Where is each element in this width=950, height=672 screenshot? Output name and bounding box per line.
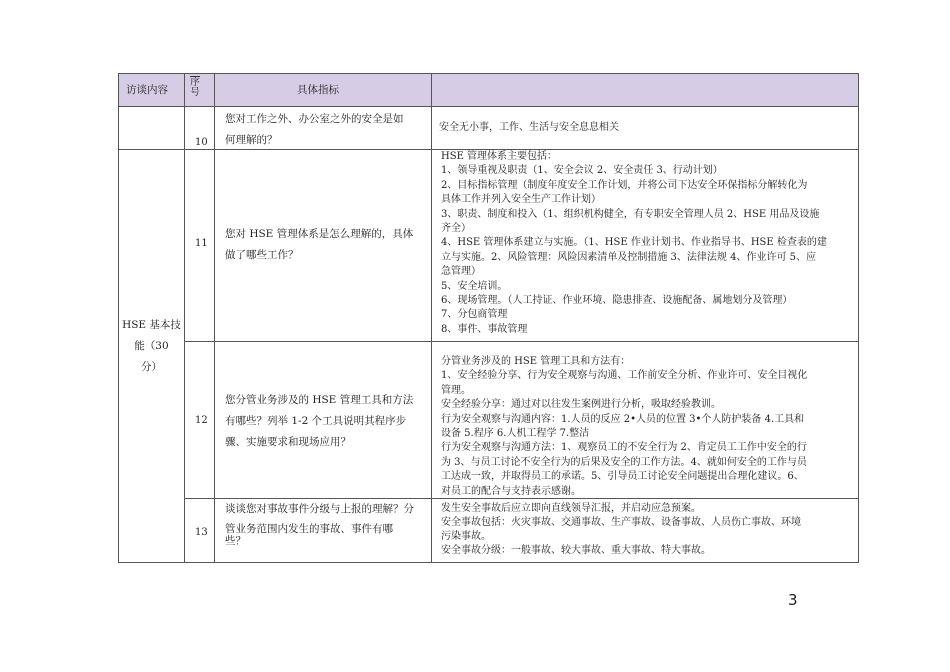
- answer-line: 急管理）: [441, 266, 481, 278]
- question-line: 管业务范围内发生的事故、事件有哪: [225, 522, 393, 535]
- answer: [439, 121, 854, 135]
- answer-line: 安全经验分享：通过对以往发生案例进行分析，吸取经验教训。: [441, 399, 721, 411]
- header-indicator: 具体指标: [297, 84, 339, 96]
- question-line: 有哪些？列举 1-2 个工具说明其程序步: [225, 415, 407, 427]
- answer-line: HSE 管理体系主要包括：: [441, 151, 558, 162]
- row-divider-11: [184, 341, 858, 342]
- answer-line: 管理。: [441, 384, 471, 396]
- question-line: 谈谈您对事故事件分级与上报的理解？分: [225, 503, 414, 515]
- interview-table: [118, 73, 859, 563]
- answer-line: 1、安全经验分享、行为安全观察与沟通、工作前安全分析、作业许可、安全目视化: [441, 370, 808, 382]
- answer: [441, 502, 856, 558]
- question-line: 何理解的？: [225, 134, 278, 146]
- question-line: 做了哪些工作？: [225, 249, 299, 261]
- question: [225, 109, 404, 151]
- answer-line: 2、目标指标管理（制度年度安全工作计划，并将公司下达安全环保指标分解转化为: [441, 179, 808, 191]
- col-divider-3: [431, 74, 432, 562]
- question: [225, 502, 414, 547]
- seq-number: 10: [195, 137, 208, 148]
- answer-line: 8、事件、事故管理: [441, 323, 528, 335]
- answer-line: 7、分包商管理: [441, 309, 508, 321]
- header-seq: 序号: [190, 77, 200, 98]
- answer-line: 4、HSE 管理体系建立与实施。（1、HSE 作业计划书、作业指导书、HSE 检查表的建: [441, 237, 827, 249]
- category-line: 能（30: [134, 340, 169, 352]
- page-number: 3: [788, 591, 798, 609]
- answer-line: 污染事故。: [441, 531, 491, 542]
- question-line: 骤、实施要求和现场应用？: [225, 436, 351, 448]
- col-divider-2: [214, 74, 215, 562]
- answer-line: 安全事故包括：火灾事故、交通事故、生产事故、设备事故、人员伤亡事故、环境: [441, 517, 801, 528]
- seq-number: 12: [195, 415, 208, 426]
- col-divider-1: [184, 74, 185, 562]
- answer-line: 发生安全事故后应立即向直线领导汇报，并启动应急预案。: [441, 503, 701, 514]
- answer: [441, 355, 856, 499]
- answer-line: 3、职责、制度和投入（1、组织机构健全，有专职安全管理人员 2、HSE 用品及设施: [441, 208, 820, 220]
- answer-line: 设备 5.程序 6.人机工程学 7.整洁: [441, 428, 590, 440]
- answer-line: 对员工的配合与支持表示感谢。: [441, 485, 581, 497]
- question-line: 您对 HSE 管理体系是怎么理解的，具体: [225, 228, 414, 240]
- question: [225, 390, 413, 453]
- answer-line: 齐全）: [441, 223, 471, 235]
- category-line: 分）: [141, 361, 162, 373]
- answer: [441, 150, 856, 340]
- answer-line: 6、现场管理。（人工持证、作业环境、隐患排查、设施配备、属地划分及管理）: [441, 295, 793, 307]
- answer-line: 具体工作并列入安全生产工作计划）: [441, 194, 601, 206]
- seq-number: 13: [195, 527, 208, 538]
- question: [225, 224, 413, 266]
- answer-line: 行为安全观察与沟通方法：1、观察员工的不安全行为 2、肯定员工工作中安全的行: [441, 442, 807, 454]
- answer-line: 5、安全培训。: [441, 280, 508, 292]
- category-cell: [119, 315, 184, 378]
- question-line: 些？: [225, 535, 246, 547]
- answer-line: 安全无小事，工作、生活与安全息息相关: [439, 122, 619, 133]
- answer-line: 行为安全观察与沟通内容：1.人员的反应 2•人员的位置 3•个人防护装备 4.工具和: [441, 413, 805, 425]
- answer-line: 工达成一致，并取得员工的承诺。5、引导员工讨论安全问题提出合理化建议。6、: [441, 471, 804, 483]
- header-topic: 访谈内容: [126, 84, 168, 96]
- category-line: HSE 基本技: [122, 319, 181, 331]
- table-header: [119, 74, 858, 107]
- question-line: 您分管业务涉及的 HSE 管理工具和方法: [225, 394, 414, 406]
- answer-line: 立与实施。2、风险管理：风险因素清单及控制措施 3、法律法规 4、作业许可 5、应: [441, 251, 816, 263]
- question-line: 您对工作之外、办公室之外的安全是如: [225, 113, 404, 125]
- answer-line: 安全事故分级：一般事故、较大事故、重大事故、特大事故。: [441, 545, 711, 556]
- answer-line: 为 3、与员工讨论不安全行为的后果及安全的工作方法。4、就如何安全的工作与员: [441, 456, 807, 468]
- answer-line: 1、领导重视及职责（1、安全会议 2、安全责任 3、行动计划）: [441, 165, 723, 177]
- seq-number: 11: [195, 238, 208, 249]
- answer-line: 分管业务涉及的 HSE 管理工具和方法有：: [441, 356, 631, 367]
